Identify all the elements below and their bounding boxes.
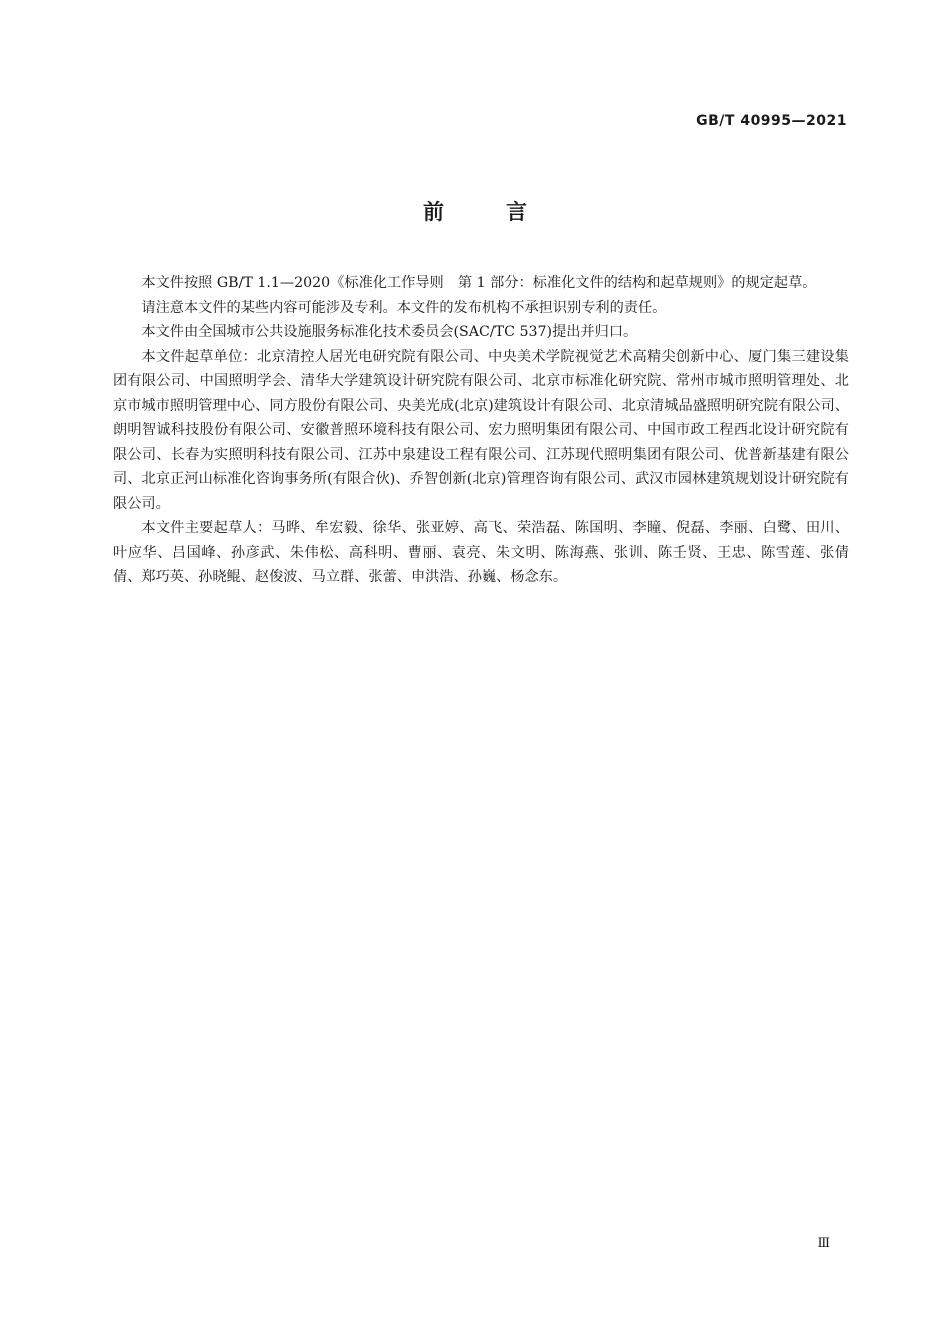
paragraph-patent-notice: 请注意本文件的某些内容可能涉及专利。本文件的发布机构不承担识别专利的责任。 bbox=[141, 299, 667, 316]
standard-number: GB/T 40995—2021 bbox=[696, 113, 847, 129]
paragraph-drafters: 本文件主要起草人：马晔、牟宏毅、徐华、张亚婷、高飞、荣浩磊、陈国明、李瞳、倪磊、李丽、白鹭、田川、叶应华、吕国峰、孙彦武、朱伟松、高科明、曹丽、袁亮、朱文明、陈海燕、张训、陈壬贤、王忠、陈雪莲、张倩倩、郑巧英、孙晓鲲、赵俊波、马立群、张蕾、申洪浩、孙巍、杨念东。 bbox=[113, 520, 849, 585]
paragraph-committee: 本文件由全国城市公共设施服务标准化技术委员会(SAC/TC 537)提出并归口。 bbox=[141, 324, 638, 340]
page-number: Ⅲ bbox=[817, 1236, 830, 1251]
page-title: 前言 bbox=[423, 200, 589, 224]
foreword-body bbox=[113, 271, 849, 590]
paragraph-drafting-rules: 本文件按照 GB/T 1.1—2020《标准化工作导则 第 1 部分：标准化文件的结构和起草规则》的规定起草。 bbox=[141, 275, 817, 291]
paragraph-drafting-units: 本文件起草单位：北京清控人居光电研究院有限公司、中央美术学院视觉艺术高精尖创新中心、厦门集三建设集团有限公司、中国照明学会、清华大学建筑设计研究院有限公司、北京市标准化研究院、常州市城市照明管理处、北京市城市照明管理中心、同方股份有限公司、央美光成(北京)建筑设计有限公司、北京清城品盛照明研究院有限公司、朗明智诚科技股份有限公司、安徽普照环境科技有限公司、宏力照明集团有限公司、中国市政工程西北设计研究院有限公司、长春为实照明科技有限公司、江苏中泉建设工程有限公司、江苏现代照明集团有限公司、优普新基建有限公司、北京正河山标准化咨询事务所(有限合伙)、乔智创新(北京)管理咨询有限公司、武汉市园林建筑规划设计研究院有限公司。 bbox=[113, 348, 849, 512]
